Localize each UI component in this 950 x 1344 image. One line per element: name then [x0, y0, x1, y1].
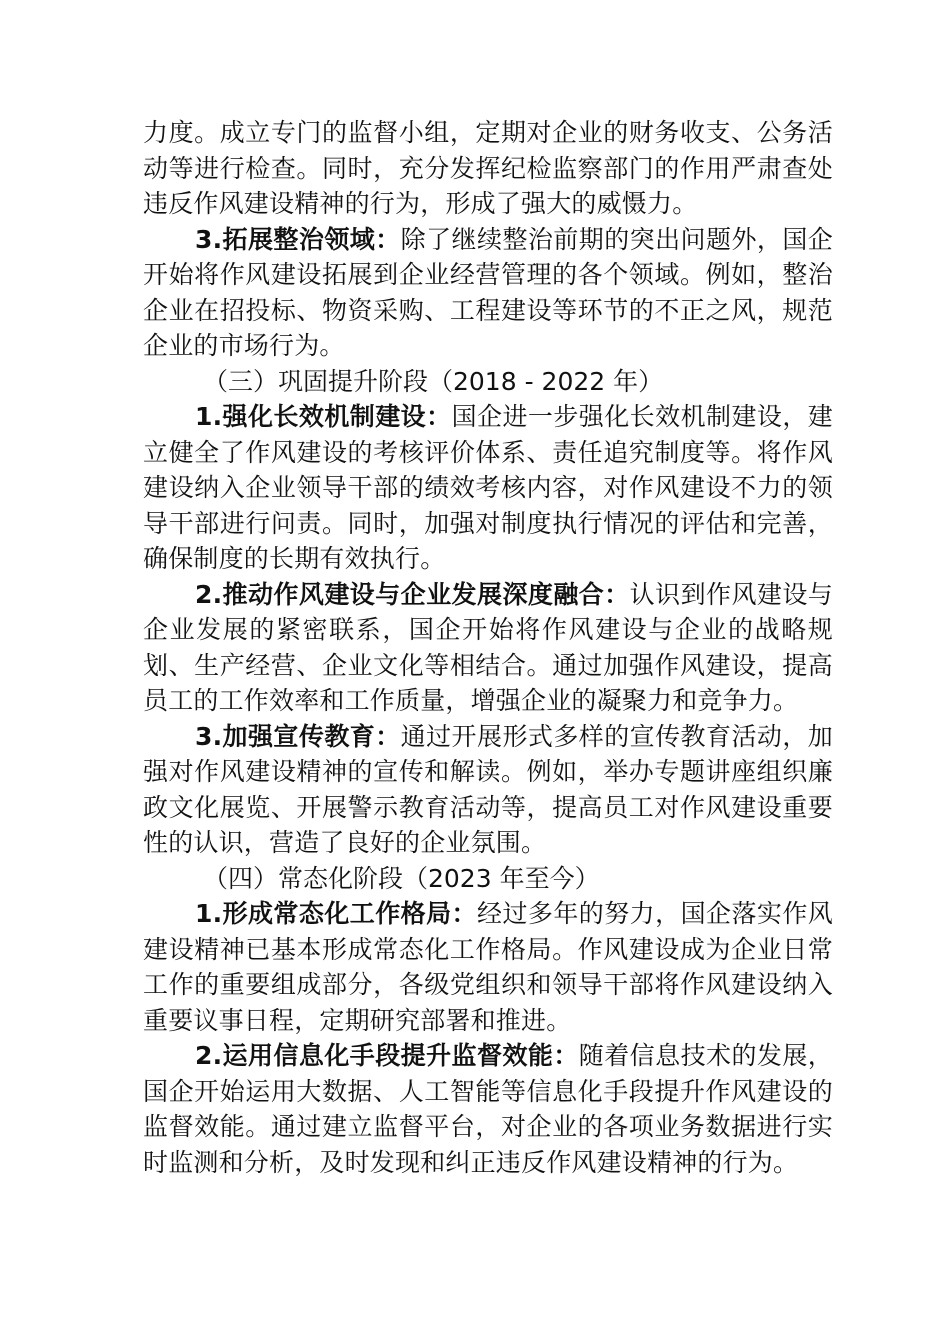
- paragraph-text: 认识到作风建设与企业发展的紧密联系，国企开始将作风建设与企业的战略规划、生产经营、企业文化等相结合。通过加强作风建设，提高员工的工作效率和工作质量，增强企业的凝聚力和竞争力。: [143, 579, 833, 715]
- paragraph-informatization: [143, 1038, 833, 1180]
- paragraph-lead: 3.加强宣传教育：: [195, 721, 401, 751]
- paragraph-lead: 1.强化长效机制建设：: [195, 402, 452, 431]
- paragraph-text: 力度。成立专门的监督小组，定期对企业的财务收支、公务活动等进行检查。同时，充分发挥纪检监察部门的作用严肃查处违反作风建设精神的行为，形成了强大的威慑力。: [143, 118, 833, 218]
- section-heading-normalization: （四）常态化阶段（2023 年至今）: [203, 863, 600, 893]
- paragraph-text: 通过开展形式多样的宣传教育活动，加强对作风建设精神的宣传和解读。例如，举办专题讲座组织廉政文化展览、开展警示教育活动等，提高员工对作风建设重要性的认识，营造了良好的企业氛围。: [143, 721, 833, 857]
- paragraph-text: 随着信息技术的发展，国企开始运用大数据、人工智能等信息化手段提升作风建设的监督效能。通过建立监督平台，对企业的各项业务数据进行实时监测和分析，及时发现和纠正违反作风建设精神的行为。: [143, 1041, 833, 1177]
- paragraph-long-term-mechanism: [143, 399, 833, 577]
- paragraph-deep-integration: [143, 577, 833, 719]
- paragraph-text: 国企进一步强化长效机制建设，建立健全了作风建设的考核评价体系、责任追究制度等。将作风建设纳入企业领导干部的绩效考核内容，对作风建设不力的领导干部进行问责。同时，加强对制度执行情况的评估和完善，确保制度的长期有效执行。: [143, 402, 834, 573]
- paragraph-publicity-education: [143, 719, 833, 861]
- paragraph-lead: 2.推动作风建设与企业发展深度融合：: [195, 579, 630, 609]
- paragraph-continuation: [143, 115, 833, 222]
- paragraph-lead: 2.运用信息化手段提升监督效能：: [195, 1041, 579, 1070]
- paragraph-normalized-pattern: [143, 896, 833, 1038]
- paragraph-lead: 1.形成常态化工作格局：: [195, 899, 477, 928]
- paragraph-text: 除了继续整治前期的突出问题外，国企开始将作风建设拓展到企业经营管理的各个领域。例如，整治企业在招投标、物资采购、工程建设等环节的不正之风，规范企业的市场行为。: [143, 224, 833, 360]
- document-page: [143, 115, 833, 1180]
- paragraph-lead: 3.拓展整治领域：: [195, 224, 401, 254]
- section-heading-consolidation: （三）巩固提升阶段（2018 - 2022 年）: [203, 366, 664, 396]
- paragraph-text: 经过多年的努力，国企落实作风建设精神已基本形成常态化工作格局。作风建设成为企业日常工作的重要组成部分，各级党组织和领导干部将作风建设纳入重要议事日程，定期研究部署和推进。: [143, 899, 833, 1035]
- paragraph-expand-scope: [143, 222, 833, 364]
